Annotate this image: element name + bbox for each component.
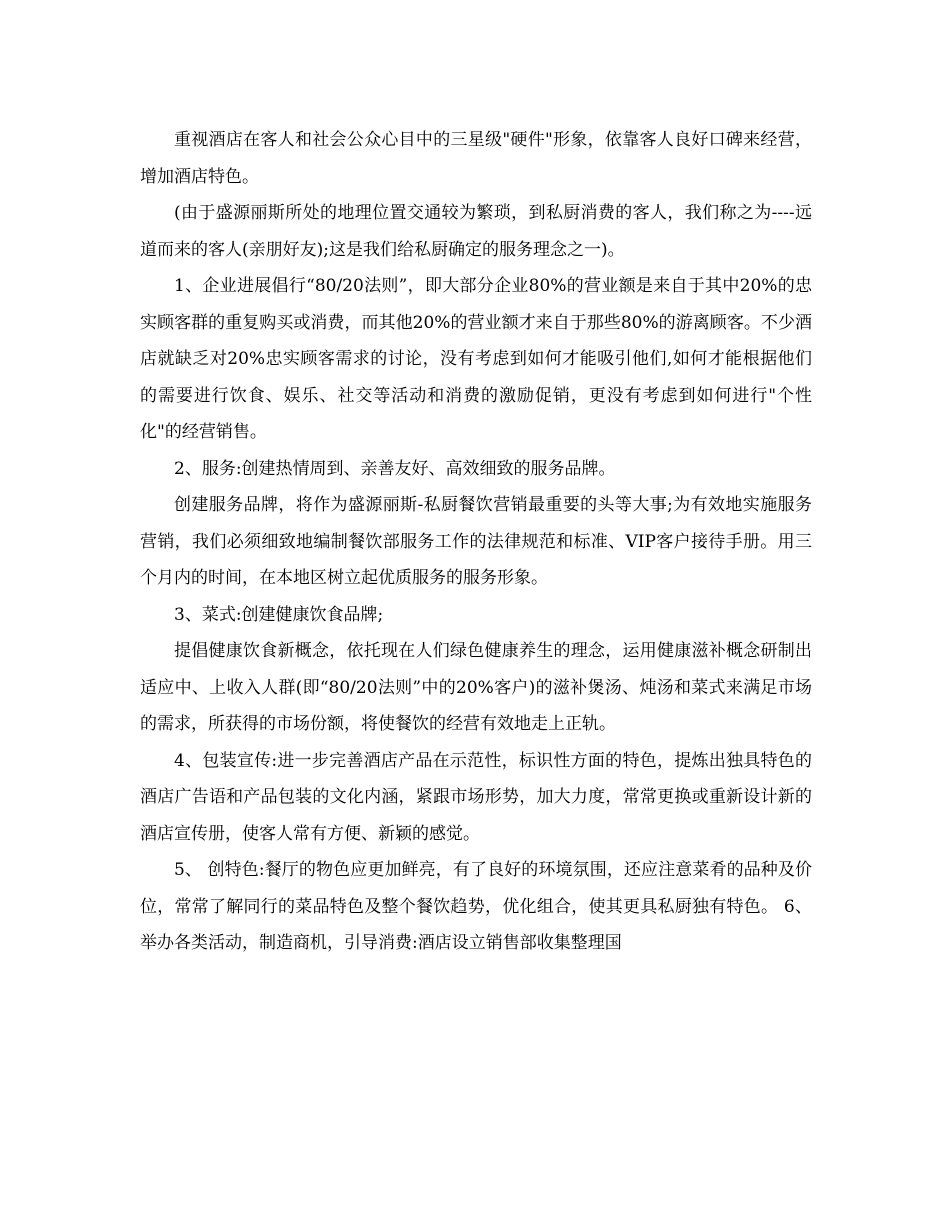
paragraph-service-brand	[140, 487, 812, 597]
paragraph-text: (由于盛源丽斯所处的地理位置交通较为繁琐，到私厨消费的客人，我们称之为----远道而来的客人(亲朋好友);这是我们给私厨确定的服务理念之一)。	[140, 203, 812, 260]
paragraph-text: 5、 创特色:餐厅的物色应更加鲜亮，有了良好的环境氛围，还应注意菜肴的品种及价位，常常了解同行的菜品特色及整个餐饮趋势，优化组合，使其更具私厨独有特色。 6、 举办各类活动，制造商机，引导消费:酒店设立销售部收集整理国	[140, 860, 812, 953]
paragraph-text: 提倡健康饮食新概念，依托现在人们绿色健康养生的理念，运用健康滋补概念研制出适应中、上收入人群(即“80/20法则”中的20%客户)的滋补煲汤、炖汤和菜式来满足市场的需求，所获得的市场份额，将使餐饮的经营有效地走上正轨。	[140, 641, 812, 734]
paragraph-cuisine-heading	[140, 597, 812, 634]
paragraph-features-activities	[140, 852, 812, 962]
paragraph-service-heading	[140, 451, 812, 488]
paragraph-text: 创建服务品牌，将作为盛源丽斯-私厨餐饮营销最重要的头等大事;为有效地实施服务营销，我们必须细致地编制餐饮部服务工作的法律规范和标准、VIP客户接待手册。用三个月内的时间，在本地区树立起优质服务的服务形象。	[140, 495, 812, 588]
paragraph-text: 重视酒店在客人和社会公众心目中的三星级"硬件"形象，依靠客人良好口碑来经营，增加酒店特色。	[140, 130, 812, 187]
paragraph-service-concept-note	[140, 195, 812, 268]
document-body	[140, 122, 812, 962]
paragraph-text: 1、企业进展倡行“80/20法则”，即大部分企业80%的营业额是来自于其中20%的忠实顾客群的重复购买或消费，而其他20%的营业额才来自于那些80%的游离顾客。不少酒店就缺乏对20%忠实顾客需求的讨论，没有考虑到如何才能吸引他们,如何才能根据他们的需要进行饮食、娱乐、社交等活动和消费的激励促销，更没有考虑到如何进行"个性化"的经营销售。	[140, 276, 812, 442]
paragraph-text: 4、包装宣传:进一步完善酒店产品在示范性，标识性方面的特色，提炼出独具特色的酒店广告语和产品包装的文化内涵，紧跟市场形势，加大力度，常常更换或重新设计新的酒店宣传册，使客人常有方便、新颖的感觉。	[140, 750, 812, 844]
paragraph-text: 2、服务:创建热情周到、亲善友好、高效细致的服务品牌。	[174, 458, 616, 479]
paragraph-text: 3、菜式:创建健康饮食品牌;	[174, 604, 384, 625]
paragraph-packaging-promotion	[140, 743, 812, 853]
paragraph-80-20-rule	[140, 268, 812, 451]
paragraph-healthy-diet	[140, 633, 812, 743]
paragraph-hardware-image	[140, 122, 812, 195]
